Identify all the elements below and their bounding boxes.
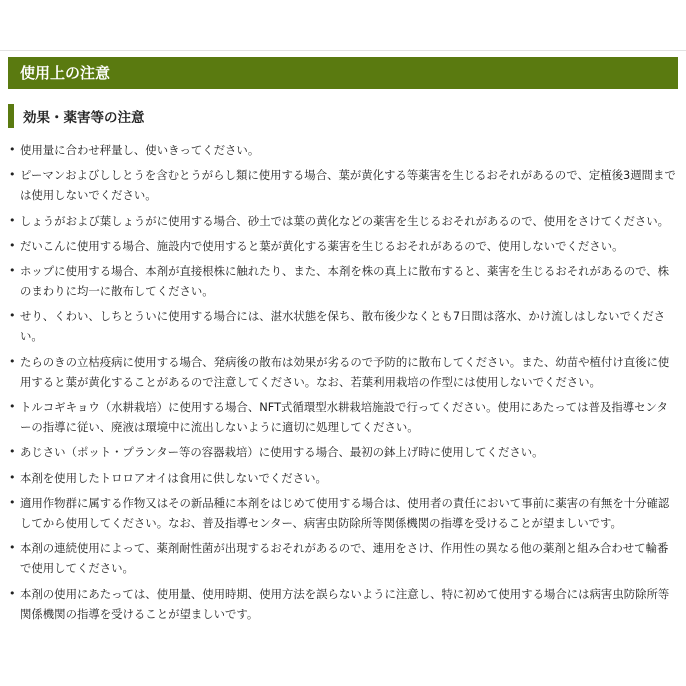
- list-item: • 本剤の連続使用によって、薬剤耐性菌が出現するおそれがあるので、連用をさけ、作用性の異なる他の薬剤と組み合わせて輪番で使用してください。: [8, 538, 678, 578]
- subsection-title: 効果・薬害等の注意: [23, 110, 145, 126]
- list-item: • あじさい（ポット・プランター等の容器栽培）に使用する場合、最初の鉢上げ時に使用してください。: [8, 442, 678, 462]
- subsection-accent-bar: [8, 104, 14, 128]
- list-item: • ホップに使用する場合、本剤が直接根株に触れたり、また、本剤を株の真上に散布すると、薬害を生じるおそれがあるので、株のまわりに均一に散布してください。: [8, 261, 678, 301]
- list-item: • 使用量に合わせ秤量し、使いきってください。: [8, 140, 678, 160]
- list-item: • せり、くわい、しちとういに使用する場合には、湛水状態を保ち、散布後少なくとも7日間は落水、かけ流しはしないでください。: [8, 306, 678, 346]
- list-item: • 適用作物群に属する作物又はその新品種に本剤をはじめて使用する場合は、使用者の責任において事前に薬害の有無を十分確認してから使用してください。なお、普及指導センター、病害虫防除所等関係機関の指導を受けることが望ましいです。: [8, 493, 678, 533]
- list-item: • トルコギキョウ（水耕栽培）に使用する場合、NFT式循環型水耕栽培施設で行ってください。使用にあたっては普及指導センターの指導に従い、廃液は環境中に流出しないように適切に処理してください。: [8, 397, 678, 437]
- list-item: • ピーマンおよびししとうを含むとうがらし類に使用する場合、葉が黄化する等薬害を生じるおそれがあるので、定植後3週間までは使用しないでください。: [8, 165, 678, 205]
- list-item: • 本剤を使用したトロロアオイは食用に供しないでください。: [8, 468, 678, 488]
- list-item: • たらのきの立枯疫病に使用する場合、発病後の散布は効果が劣るので予防的に散布してください。また、幼苗や植付け直後に使用すると葉が黄化することがあるので注意してください。なお、若葉利用栽培の作型には使用しないでください。: [8, 352, 678, 392]
- top-divider: [0, 50, 686, 51]
- list-item: • だいこんに使用する場合、施設内で使用すると葉が黄化する薬害を生じるおそれがあるので、使用しないでください。: [8, 236, 678, 256]
- precaution-list: [8, 140, 678, 629]
- list-item: • しょうがおよび葉しょうがに使用する場合、砂土では葉の黄化などの薬害を生じるおそれがあるので、使用をさけてください。: [8, 211, 678, 231]
- section-title: 使用上の注意: [20, 64, 111, 82]
- subsection-header: [8, 104, 145, 128]
- list-item: • 本剤の使用にあたっては、使用量、使用時期、使用方法を誤らないように注意し、特に初めて使用する場合には病害虫防除所等関係機関の指導を受けることが望ましいです。: [8, 584, 678, 624]
- section-header: [8, 57, 678, 89]
